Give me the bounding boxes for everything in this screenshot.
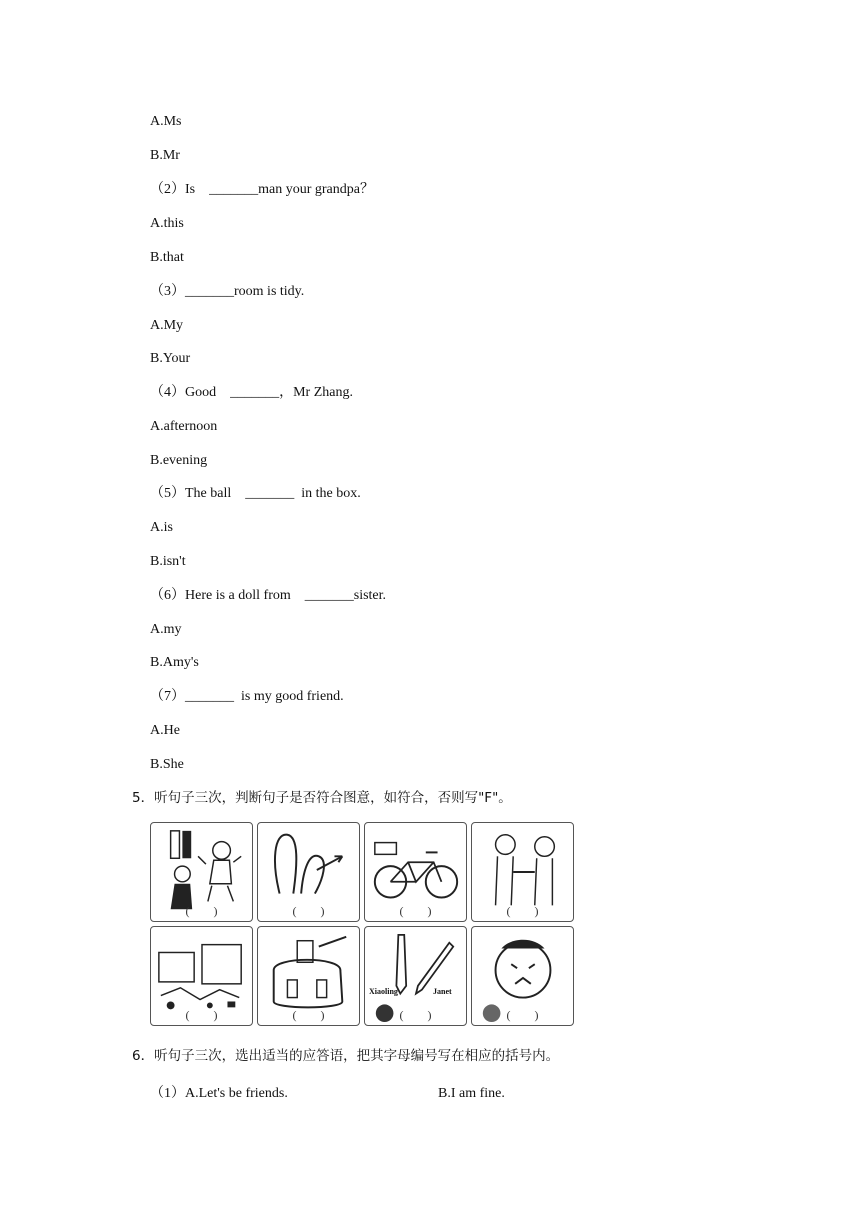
pen-label-xiaoling: Xiaoling bbox=[369, 987, 398, 996]
picture-face bbox=[471, 926, 574, 1026]
answer-paren[interactable]: ( ) bbox=[506, 1008, 539, 1022]
l20: B.She bbox=[150, 757, 184, 772]
l13: A.is bbox=[150, 520, 173, 535]
l16: A.my bbox=[150, 622, 182, 637]
l18: （7）_______ is my good friend. bbox=[150, 689, 344, 704]
section6-q1-a: （1）A.Let's be friends. bbox=[150, 1086, 288, 1101]
l12: （5）The ball _______ in the box. bbox=[150, 486, 361, 501]
l17: B.Amy's bbox=[150, 655, 199, 670]
l3: （2）Is _______man your grandpa？ bbox=[150, 182, 374, 197]
l14: B.isn't bbox=[150, 554, 186, 569]
l7: A.My bbox=[150, 318, 184, 333]
picture-ears bbox=[257, 822, 360, 922]
pen-label-janet: Janet bbox=[433, 987, 452, 996]
l6: （3）_______room is tidy. bbox=[150, 284, 305, 299]
section5-title: 5．听句子三次，判断句子是否符合图意，如符合，否则写"F"。 bbox=[132, 790, 512, 806]
section6-q1-b: B.I am fine. bbox=[438, 1086, 505, 1101]
section6-title: 6．听句子三次，选出适当的应答语，把其字母编号写在相应的括号内。 bbox=[132, 1048, 560, 1064]
picture-pens bbox=[364, 926, 467, 1026]
l9: （4）Good _______，Mr Zhang. bbox=[150, 385, 353, 400]
answer-paren[interactable]: ( ) bbox=[292, 904, 325, 918]
answer-paren[interactable]: ( ) bbox=[185, 1008, 218, 1022]
answer-paren[interactable]: ( ) bbox=[399, 904, 432, 918]
l19: A.He bbox=[150, 723, 180, 738]
answer-paren[interactable]: ( ) bbox=[399, 1008, 432, 1022]
l4: A.this bbox=[150, 216, 184, 231]
l5: B.that bbox=[150, 250, 184, 265]
picture-bag bbox=[257, 926, 360, 1026]
answer-paren[interactable]: ( ) bbox=[185, 904, 218, 918]
answer-paren[interactable]: ( ) bbox=[292, 1008, 325, 1022]
picture-handshake bbox=[471, 822, 574, 922]
picture-bike bbox=[364, 822, 467, 922]
l1: A.Ms bbox=[150, 114, 182, 129]
picture-grid bbox=[150, 822, 576, 1030]
l8: B.Your bbox=[150, 351, 191, 366]
answer-paren[interactable]: ( ) bbox=[506, 904, 539, 918]
picture-messy-room bbox=[150, 926, 253, 1026]
l15: （6）Here is a doll from _______sister. bbox=[150, 588, 387, 603]
l2: B.Mr bbox=[150, 148, 180, 163]
picture-teacher-boy bbox=[150, 822, 253, 922]
l11: B.evening bbox=[150, 453, 208, 468]
l10: A.afternoon bbox=[150, 419, 218, 434]
